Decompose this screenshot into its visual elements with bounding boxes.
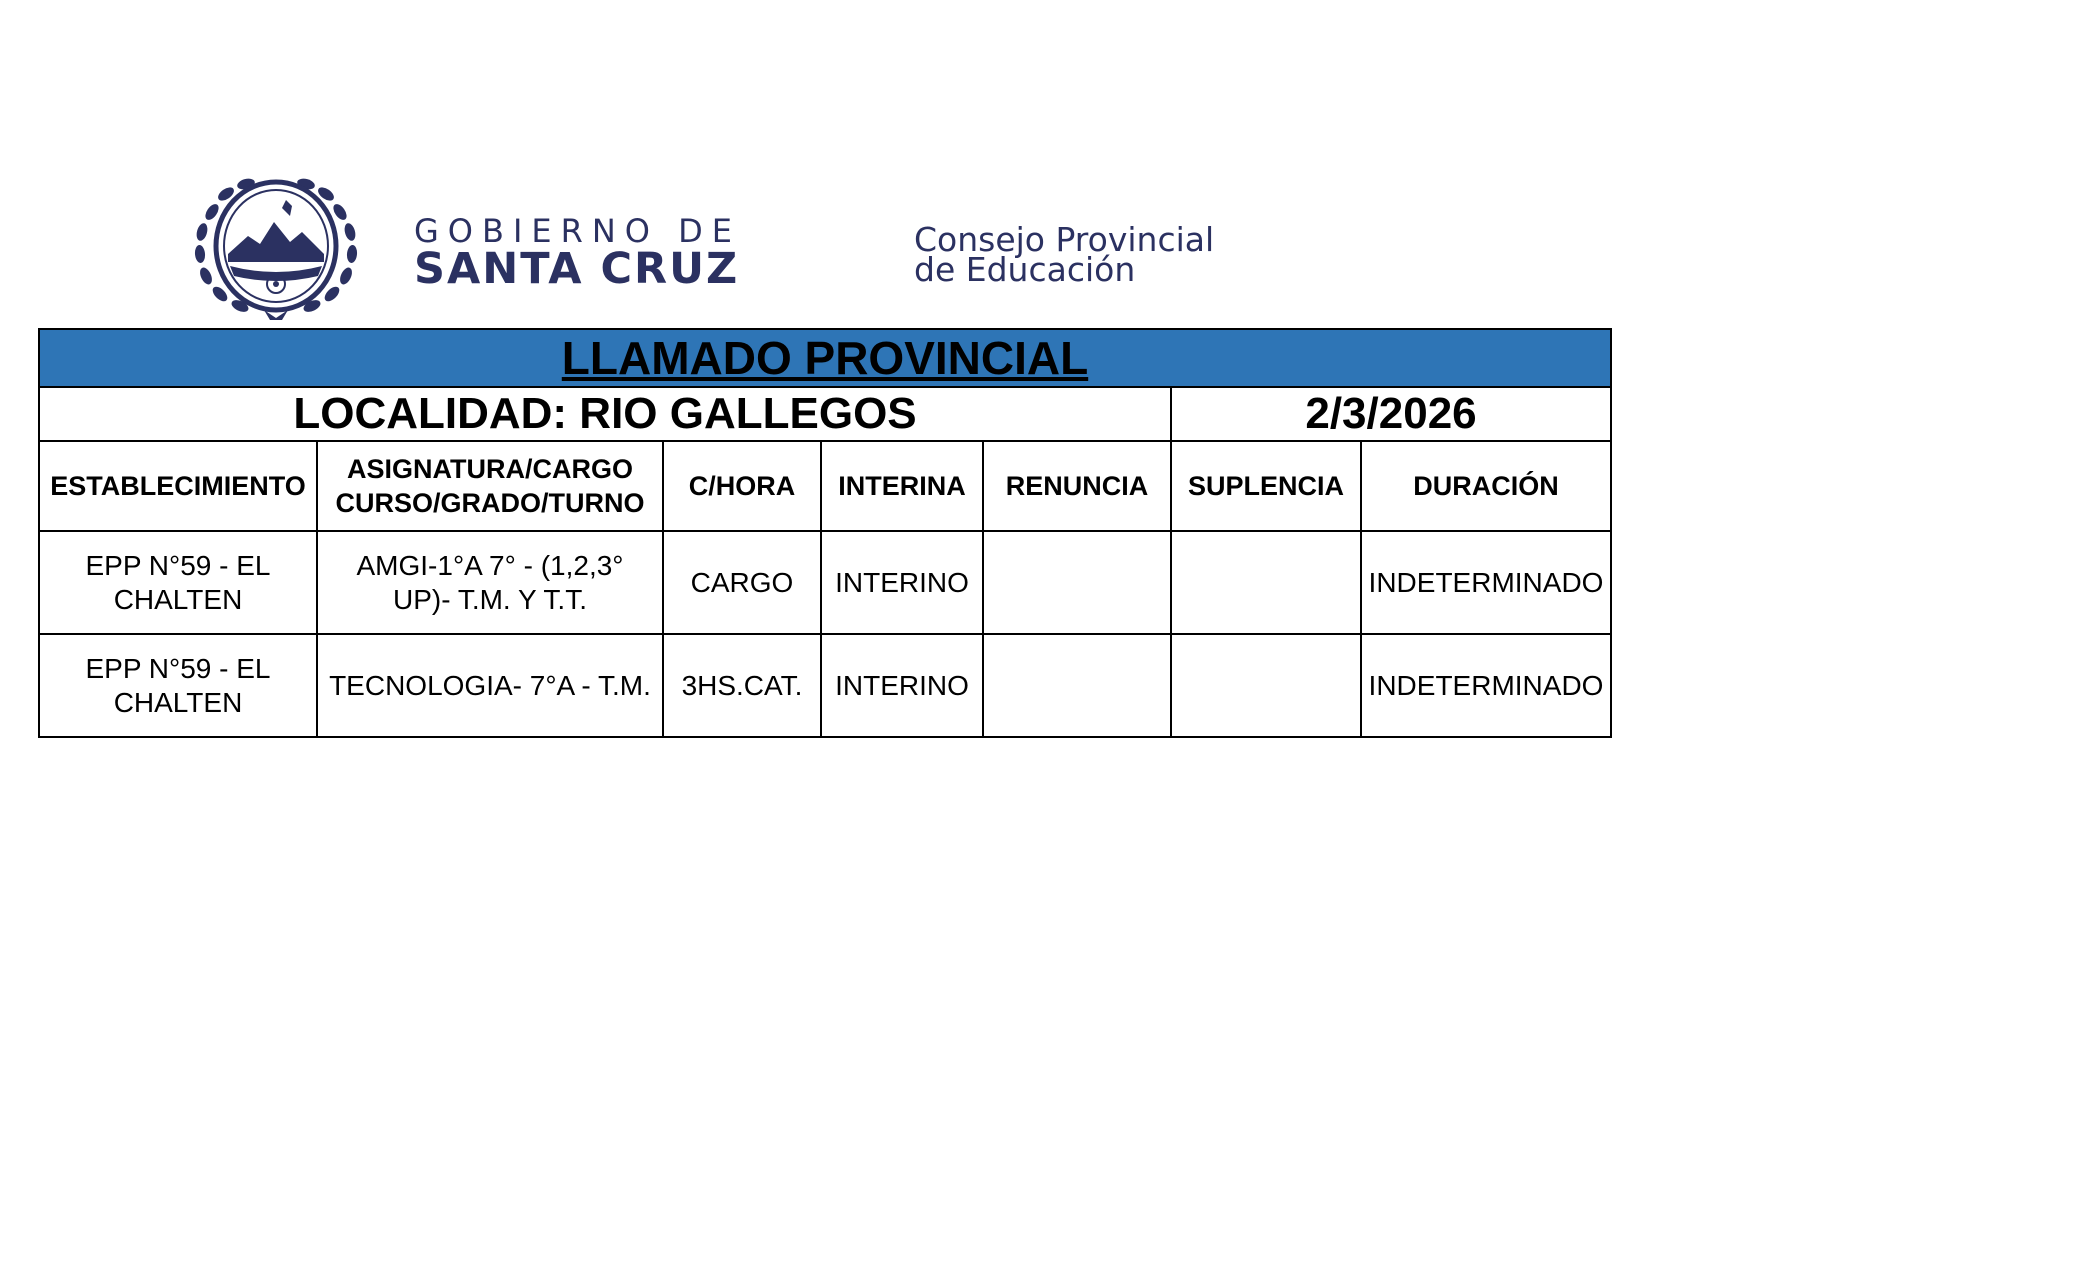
government-name-line2: SANTA CRUZ: [414, 244, 740, 294]
cell-interina: INTERINO: [821, 634, 983, 737]
cell-c-hora: 3HS.CAT.: [663, 634, 821, 737]
column-header-interina: INTERINA: [821, 441, 983, 531]
column-header-renuncia: RENUNCIA: [983, 441, 1171, 531]
locality-row: [39, 387, 1611, 441]
table-row: [39, 531, 1611, 634]
cell-duracion: INDETERMINADO: [1361, 634, 1611, 737]
cell-establecimiento: EPP N°59 - EL CHALTEN: [39, 531, 317, 634]
cell-suplencia: [1171, 634, 1361, 737]
title-row: [39, 329, 1611, 387]
government-name-line1: GOBIERNO DE: [414, 212, 741, 250]
column-header-row: [39, 441, 1611, 531]
column-header-duracion: DURACIÓN: [1361, 441, 1611, 531]
cell-duracion: INDETERMINADO: [1361, 531, 1611, 634]
cell-renuncia: [983, 531, 1171, 634]
cell-suplencia: [1171, 531, 1361, 634]
sheet-date: 2/3/2026: [1171, 387, 1611, 441]
cell-interina: INTERINO: [821, 531, 983, 634]
table-row: [39, 634, 1611, 737]
council-name-line2: de Educación: [914, 250, 1136, 289]
cell-establecimiento: EPP N°59 - EL CHALTEN: [39, 634, 317, 737]
column-header-suplencia: SUPLENCIA: [1171, 441, 1361, 531]
cell-asignatura: TECNOLOGIA- 7°A - T.M.: [317, 634, 663, 737]
column-header-asignatura: ASIGNATURA/CARGO CURSO/GRADO/TURNO: [317, 441, 663, 531]
cell-c-hora: CARGO: [663, 531, 821, 634]
locality-label: LOCALIDAD: RIO GALLEGOS: [39, 387, 1171, 441]
provincial-seal-icon: [186, 172, 366, 322]
column-header-establecimiento: ESTABLECIMIENTO: [39, 441, 317, 531]
council-name-line1: Consejo Provincial: [914, 220, 1215, 259]
cell-asignatura: AMGI-1°A 7° - (1,2,3° UP)- T.M. Y T.T.: [317, 531, 663, 634]
header-logo: [186, 172, 1316, 324]
sheet-title: LLAMADO PROVINCIAL: [39, 329, 1611, 387]
cell-renuncia: [983, 634, 1171, 737]
vacancy-table: [38, 328, 1612, 738]
column-header-c-hora: C/HORA: [663, 441, 821, 531]
